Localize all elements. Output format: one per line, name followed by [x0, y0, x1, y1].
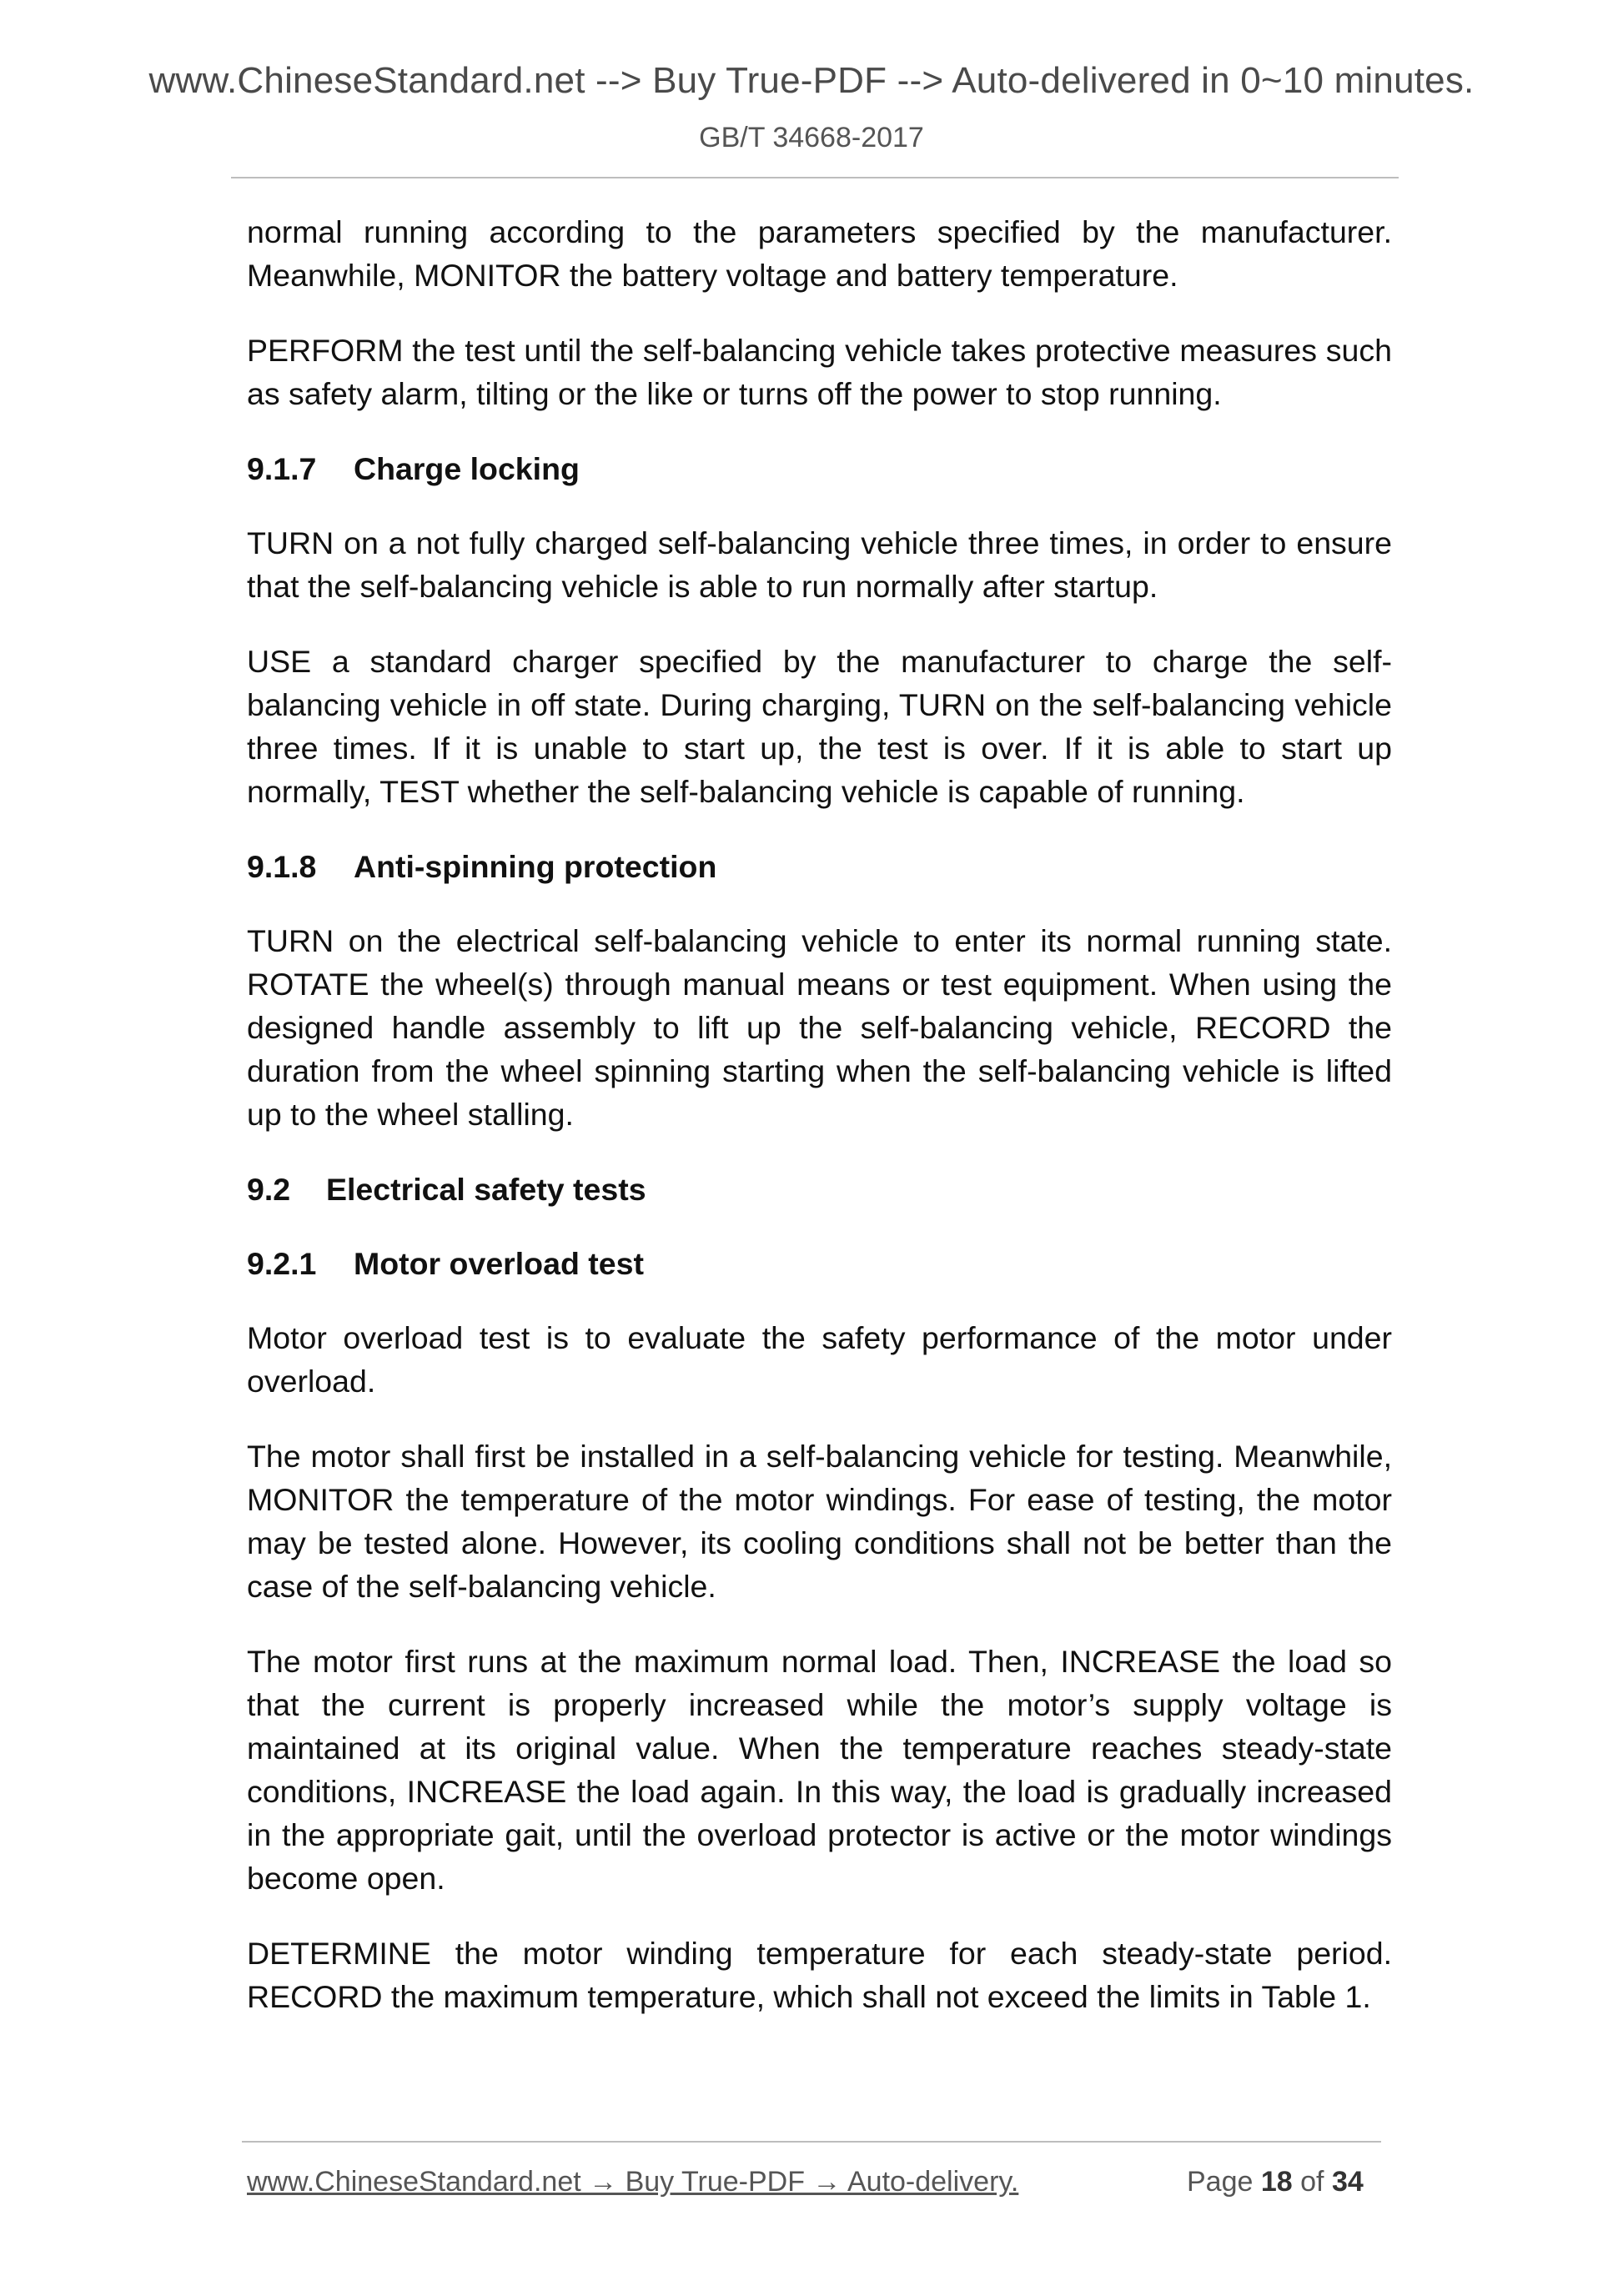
- page-of: of: [1300, 2166, 1324, 2198]
- page-current: 18: [1260, 2166, 1293, 2198]
- paragraph: USE a standard charger specified by the manufacturer to charge the self-balancing vehicle in off state. During charging, TURN on the self-balancing vehicle three times. If it is unable to start up, the test is over. If it is able to start up normally, TEST whether the self-balancing vehicle is capable of running.: [247, 644, 1392, 809]
- header-banner[interactable]: www.ChineseStandard.net --> Buy True-PDF --> Auto-delivered in 0~10 minutes.: [148, 60, 1475, 101]
- paragraph: The motor shall first be installed in a self-balancing vehicle for testing. Meanwhile, MONITOR the temperature of the motor windings. For ease of testing, the motor may be tested alone. However, its cooling conditions shall not be better than the case of the self-balancing vehicle.: [247, 1439, 1392, 1604]
- paragraph: PERFORM the test until the self-balancing vehicle takes protective measures such as safety alarm, tilting or the like or turns off the power to stop running.: [247, 333, 1392, 411]
- document-body: [247, 210, 1392, 2050]
- section-heading-9-1-8: [247, 845, 1392, 888]
- section-heading-9-2: [247, 1168, 1392, 1211]
- paragraph: DETERMINE the motor winding temperature for each steady-state period. RECORD the maximum temperature, which shall not exceed the limits in Table 1.: [247, 1936, 1392, 2014]
- section-heading-9-1-7: [247, 447, 1392, 490]
- section-title: Electrical safety tests: [326, 1172, 646, 1207]
- header-divider: [231, 177, 1399, 178]
- page-label: Page: [1187, 2166, 1254, 2198]
- paragraph: normal running according to the parameters specified by the manufacturer. Meanwhile, MONITOR the battery voltage and battery temperature.: [247, 214, 1392, 293]
- page-total: 34: [1331, 2166, 1364, 2198]
- paragraph: TURN on a not fully charged self-balancing vehicle three times, in order to ensure that the self-balancing vehicle is able to run normally after startup.: [247, 525, 1392, 604]
- page-indicator: [1187, 2166, 1364, 2198]
- footer-link[interactable]: www.ChineseStandard.net → Buy True-PDF → Auto-delivery.: [247, 2166, 1019, 2198]
- section-title: Charge locking: [354, 451, 580, 486]
- standard-number: GB/T 34668-2017: [699, 122, 924, 153]
- section-number: 9.2: [247, 1172, 291, 1207]
- section-number: 9.1.8: [247, 849, 317, 884]
- section-number: 9.1.7: [247, 451, 317, 486]
- paragraph: TURN on the electrical self-balancing vehicle to enter its normal running state. ROTATE the wheel(s) through manual means or test equipment. When using the designed handle assembly to lift up the self-balancing vehicle, RECORD the duration from the wheel spinning starting when the self-balancing vehicle is lifted up to the wheel stalling.: [247, 923, 1392, 1132]
- section-heading-9-2-1: [247, 1242, 1392, 1285]
- paragraph: The motor first runs at the maximum normal load. Then, INCREASE the load so that the current is properly increased while the motor’s supply voltage is maintained at its original value. When the temperature reaches steady-state conditions, INCREASE the load again. In this way, the load is gradually increased in the appropriate gait, until the overload protector is active or the motor windings become open.: [247, 1644, 1392, 1896]
- footer-divider: [242, 2141, 1381, 2143]
- section-number: 9.2.1: [247, 1246, 317, 1281]
- section-title: Anti-spinning protection: [354, 849, 717, 884]
- section-title: Motor overload test: [354, 1246, 644, 1281]
- paragraph: Motor overload test is to evaluate the safety performance of the motor under overload.: [247, 1320, 1392, 1399]
